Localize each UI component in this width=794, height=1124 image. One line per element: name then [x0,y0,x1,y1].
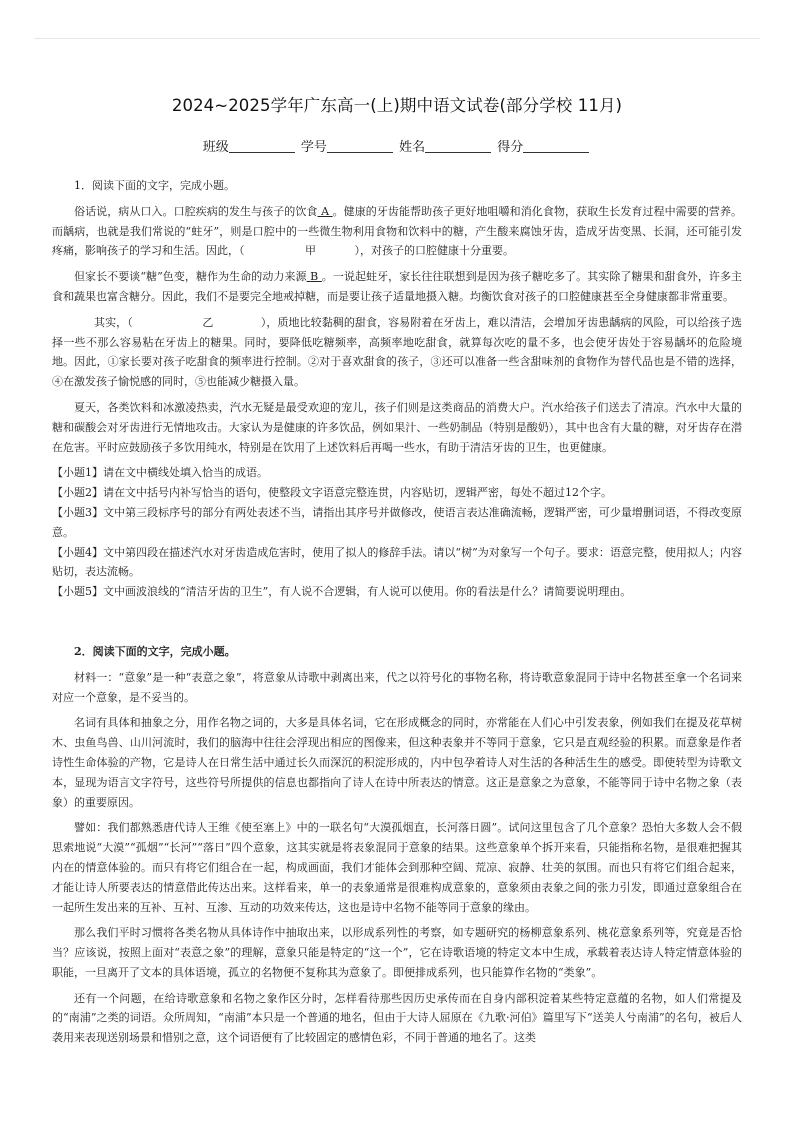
blank-b-label: B [310,270,319,284]
q2-paragraph-3: 譬如：我们都熟悉唐代诗人王维《使至塞上》中的一联名句“大漠孤烟直，长河落日圆”。试问这里包含了几个意象？恐怕大多数人会不假思索地说“大漠”“孤烟”“长河”“落日”四个意象，这其实就是将表象混同于意象的结果。这些意象单个拆开来看，只能指称名物，是很难把握其内在的情意体验的。而只有将它们组合在一起，构成画面，我们才能体会到那种空阔、荒凉、寂静、壮美的氛围。而也只有将它们组合起来，才能让诗人所要表达的情意借此传达出来。这样看来，单一的表象通常是很难构成意象的，意象须由表象之间的张力引发，即通过意象组合在一起所生发出来的互补、互衬、互渗、互动的功效来传达，这也是诗中名物不能等同于意象的缘由。 [52,821,742,914]
sub-question-5: 【小题5】文中画波浪线的“清洁牙齿的卫生”，有人说不合逻辑，有人说可以使用。你的看法是什么？请简要说明理由。 [52,585,632,599]
name-field[interactable] [425,140,491,153]
q2-paragraph-5: 还有一个问题，在给诗歌意象和名物之象作区分时，怎样看待那些因历史承传而在自身内部积淀着某些特定意蕴的名物，如人们常提及的“南浦”之类的词语。众所周知，“南浦”本只是一个普通的地名，但由于大诗人屈原在《九歌·河伯》篇里写下“送美人兮南浦”的名句，被后人袭用来表现送别场景和惜别之意，这个词语便有了比较固定的感情色彩，不同于普通的地名了。这类 [52,991,742,1045]
blank-yi: 乙 [202,315,214,329]
student-info-line [0,136,794,155]
blank-a-label: A [321,204,330,218]
q1-p2-text-b: 。一说起蛀牙，家长往往联想到是因为孩子糖吃多了。其实除了糖果和甜食外，许多主食和蔬果也富含糖分。因此，我们不是要完全地戒掉糖，而是要让孩子适量地摄入糖。均衡饮食对孩子的口腔健康甚至全身健康都非常重要。 [52,270,743,303]
blank-jia: 甲 [305,244,316,258]
q2-paragraph-2: 名词有具体和抽象之分，用作名物之词的，大多是具体名词，它在形成概念的同时，亦常能在人们心中引发表象，例如我们在提及花草树木、虫鱼鸟兽、山川河流时，我们的脑海中往往会浮现出相应的图像来，但这种表象并不等同于意象，它只是直观经验的积累。而意象是作者诗性生命体验的产物，它是诗人在日常生活中通过长久而深沉的积淀形成的，内中包孕着诗人对生活的各种活生生的感受。即使转型为诗歌文本，显现为语言文字符号，这些符号所提供的信息也都指向了诗人在诗中所表达的情意。这正是意象之为意象，不能等同于诗中名物之象（表象）的重要原因。 [52,716,742,809]
q1-p2-text-a: 但家长不要谈“糖”色变，糖作为生命的动力来源 [74,270,307,284]
score-label: 得分 [497,140,524,155]
q1-p1-text-c: ），对孩子的口腔健康十分重要。 [354,244,514,258]
name-label: 姓名 [399,140,426,155]
sub-question-1: 【小题1】请在文中横线处填入恰当的成语。 [52,466,268,480]
q1-paragraph-4: 夏天，各类饮料和冰激凌热卖，汽水无疑是最受欢迎的宠儿，孩子们则是这类商品的消费大户。汽水给孩子们送去了清凉。汽水中大量的糖和碳酸会对牙齿进行无情地攻击。大家认为是健康的许多饮品，例如果汁、一些奶制品（特别是酸奶），其中也含有大量的糖，对牙齿存在潜在危害。平时应鼓励孩子多饮用纯水，特别是在饮用了上述饮料后再喝一些水，有助于清洁牙齿的卫生，也更健康。 [52,400,742,454]
class-label: 班级 [202,140,229,155]
sub-question-3: 【小题3】文中第三段标序号的部分有两处表述不当，请指出其序号并做修改，使语言表达准确流畅，逻辑严密，可少量增删词语，不得改变原意。 [52,505,742,539]
q1-p1-text-b: 。健康的牙齿能帮助孩子更好地咀嚼和消化食物，获取生长发育过程中需要的营养。而龋病，也就是我们常说的“蛀牙”，则是口腔中的一些微生物利用食物和饮料中的糖，产生酸来腐蚀牙齿，造成牙齿变黑、长洞，还可能引发疼痛，影响孩子的学习和生活。因此，（ [52,204,743,258]
q1-paragraph-1 [52,202,742,261]
q1-p3-text-b: ），质地比较黏稠的甜食，容易附着在牙齿上，难以清洁，会增加牙齿患龋病的风险，可以给孩子选择一些不那么容易粘在牙齿上的糖果。同时，要降低吃糖频率，高频率地吃甜食，就算每次吃的量不多，也会使牙齿处于容易龋坏的危险境地。因此，①家长要对孩子吃甜食的频率进行控制。②对于喜欢甜食的孩子，③还可以准备一些含甜味剂的食物作为替代品也是不错的选择，④在激发孩子愉悦感的同时，⑤也能减少糖摄入量。 [52,315,743,389]
id-label: 学号 [300,140,327,155]
score-field[interactable] [523,140,589,153]
exam-content [52,176,742,1054]
blank-b [307,270,322,283]
page-title: 2024~2025学年广东高一(上)期中语文试卷(部分学校 11月) [171,96,623,115]
q2-paragraph-4: 那么我们平时习惯将各类名物从具体诗作中抽取出来，以形成系列性的考察，如专题研究的杨柳意象系列、桃花意象系列等，究竟是否恰当？应该说，按照上面对“表意之象”的理解，意象只能是特定的“这一个”，它在诗歌语境的特定文本中生成，承载着表达诗人特定情意体验的职能，一旦离开了文本的具体语境，孤立的名物便不复称其为意象了。即便排成系列，也只能算作名物的“类象”。 [52,926,742,979]
q1-paragraph-3 [52,313,742,392]
question-1-heading: 1．阅读下面的文字，完成小题。 [74,179,235,192]
q1-paragraph-2 [52,267,742,307]
blank-a [317,205,332,218]
class-field[interactable] [229,140,295,153]
sub-question-4: 【小题4】文中第四段在描述汽水对牙齿造成危害时，使用了拟人的修辞手法。请以“树”为对象写一个句子。要求：语意完整，使用拟人；内容贴切，表达流畅。 [52,545,742,579]
q1-p1-text-a: 俗话说，病从口入。口腔疾病的发生与孩子的饮食 [74,204,318,218]
id-field[interactable] [327,140,393,153]
question-2-heading: 2．阅读下面的文字，完成小题。 [74,644,236,658]
q2-paragraph-1: 材料一：“意象”是一种“表意之象”，将意象从诗歌中剥离出来，代之以符号化的事物名称，将诗歌意象混同于诗中名物甚至拿一个名词来对应一个意象，是不妥当的。 [52,670,742,704]
q1-p3-text-a: 其实，（ [94,315,133,329]
sub-question-2: 【小题2】请在文中括号内补写恰当的语句，使整段文字语意完整连贯，内容贴切，逻辑严密，每处不超过12个字。 [52,486,612,500]
top-divider [34,38,760,39]
section-spacer [52,602,742,642]
